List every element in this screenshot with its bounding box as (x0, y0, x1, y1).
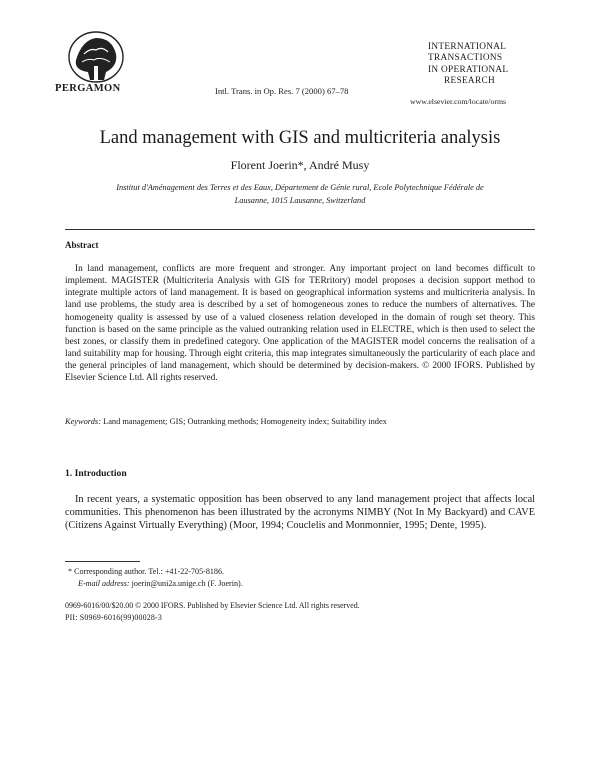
abstract-heading: Abstract (65, 240, 99, 250)
journal-title-line: RESEARCH (444, 75, 495, 86)
journal-citation: Intl. Trans. in Op. Res. 7 (2000) 67–78 (215, 86, 349, 96)
journal-title-line: INTERNATIONAL (428, 42, 507, 52)
abstract-body: In land management, conflicts are more frequent and stronger. Any important project on land becomes difficult to implement. MAGISTER (Multicriteria Analysis with GIS for TERritory) model proposes a decision support method to integrate multiple actors of land management. It is based on geographical information systems and multicriteria analysis. In land use problems, the study area is described by a set of homogeneous zones to reduce the numbers of alternatives. The homogeneity quality is assessed by use of a valued closeness relation developed in the domain of rough set theory. This function is based on the same principle as the valued outranking relation used in ELECTRE, which is then used to select the best zones, or classify them in predefined category. One application of the MAGISTER model concerns the realisation of a land suitability map for housing. Through eight criteria, this map integrates simultaneously the particularity of each place and the general principles of land management, which should be determined by decision-makers. © 2000 IFORS. Published by Elsevier Science Ltd. All rights reserved. (65, 264, 535, 384)
email-label: E-mail address: (78, 579, 130, 588)
publisher-logo-tree-icon (66, 30, 126, 84)
section-heading-introduction: 1. Introduction (65, 468, 127, 479)
article-title: Land management with GIS and multicriteria analysis (99, 128, 501, 148)
introduction-paragraph: In recent years, a systematic opposition has been observed to any land management project that affects local communities. This phenomenon has been illustrated by the acronyms NIMBY (Not In My Backyard) and CAVE (Citizens Against Virtually Everything) (Moor, 1994; Couclelis and Monmonnier, 1995; Dente, 1995). (65, 494, 535, 532)
copyright-line: 0969-6016/00/$20.00 © 2000 IFORS. Published by Elsevier Science Ltd. All rights reserved. (65, 601, 360, 610)
divider (65, 229, 535, 230)
article-authors: Florent Joerin*, André Musy (230, 158, 370, 172)
keywords-list: Land management; GIS; Outranking methods; Homogeneity index; Suitability index (103, 417, 387, 426)
keywords (65, 417, 387, 426)
corresponding-author-note: * Corresponding author. Tel.: +41-22-705-8186. (68, 567, 225, 576)
journal-title-line: IN OPERATIONAL (428, 64, 509, 75)
footnote-divider (65, 561, 140, 562)
journal-url-link[interactable]: www.elsevier.com/locate/orms (410, 97, 507, 106)
author-affiliation: Institut d'Aménagement des Terres et des Eaux, Département de Génie rural, Ecole Polytechnique Fédérale de Lausanne, 1015 Lausanne, Switzerland (116, 183, 484, 205)
email-address[interactable]: joerin@uni2a.unige.ch (F. Joerin). (131, 579, 243, 588)
journal-title (428, 42, 508, 87)
publisher-name: PERGAMON (55, 83, 121, 94)
pii-identifier: PII: S0969-6016(99)00028-3 (65, 613, 163, 622)
journal-title-line: TRANSACTIONS (428, 53, 503, 64)
keywords-label: Keywords: (65, 417, 101, 426)
email-note (78, 579, 243, 588)
